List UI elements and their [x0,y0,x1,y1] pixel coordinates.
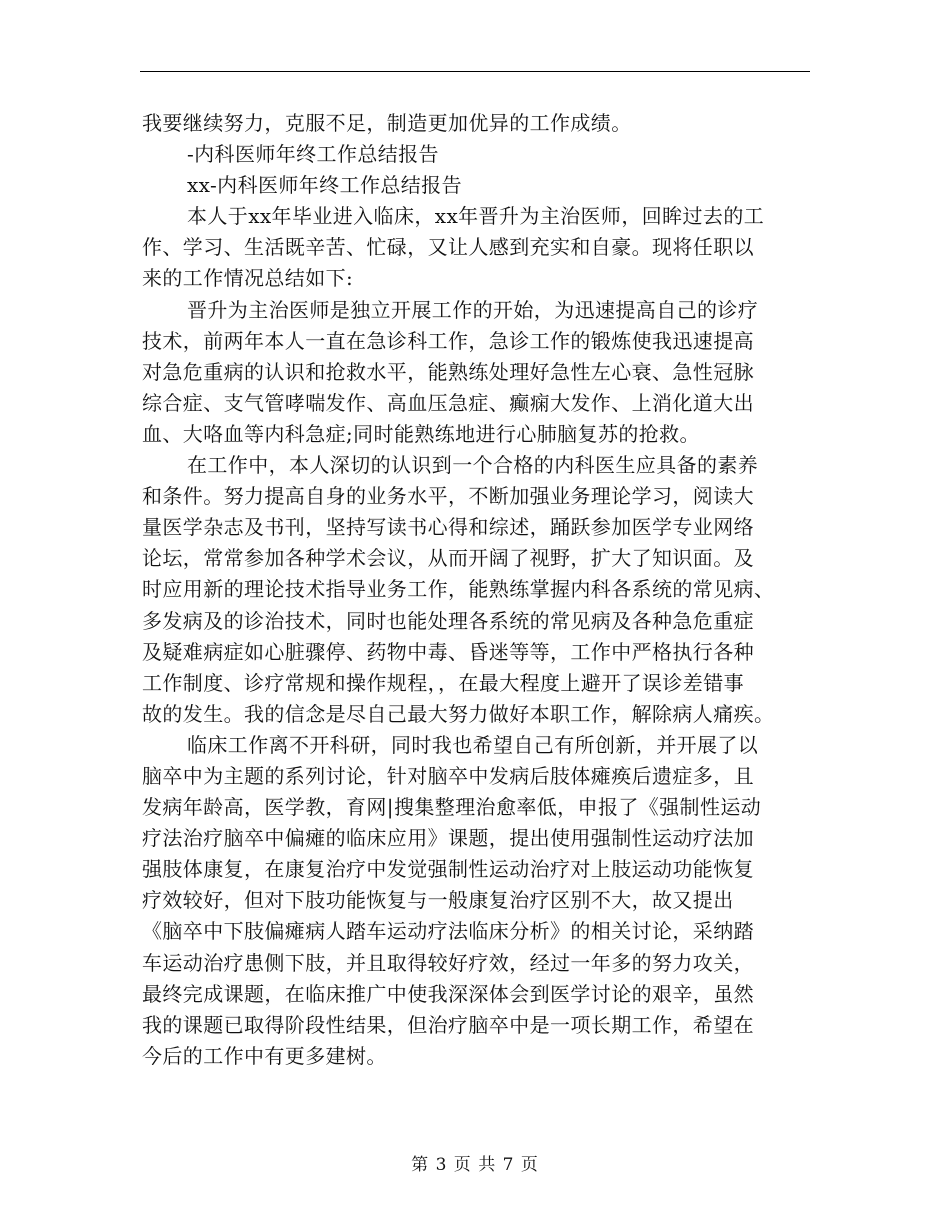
text-line: 本人于xx年毕业进入临床，xx年晋升为主治医师，回眸过去的工 [187,204,765,229]
text-line: 脑卒中为主题的系列讨论，针对脑卒中发病后肢体瘫痪后遗症多，且 [142,763,754,788]
text-line: 强肢体康复，在康复治疗中发觉强制性运动治疗对上肢运动功能恢复 [142,857,754,882]
text-line: 作、学习、生活既辛苦、忙碌，又让人感到充实和自豪。现将任职以 [142,235,754,260]
page-number-label: 第 3 页 共 7 页 [411,1155,539,1175]
document-body [142,108,810,1072]
text-line: 今后的工作中有更多建树。 [142,1043,387,1068]
text-line: 在工作中，本人深切的认识到一个合格的内科医生应具备的素养 [187,453,759,478]
text-line: 对急危重病的认识和抢救水平，能熟练处理好急性左心衰、急性冠脉 [142,359,754,384]
text-line: 综合症、支气管哮喘发作、高血压急症、癫痫大发作、上消化道大出 [142,390,754,415]
text-line: 多发病及的诊治技术，同时也能处理各系统的常见病及各种急危重症 [142,608,754,633]
text-line: 我的课题已取得阶段性结果，但治疗脑卒中是一项长期工作，希望在 [142,1012,754,1037]
text-line: 最终完成课题，在临床推广中使我深深体会到医学讨论的艰辛，虽然 [142,981,754,1006]
text-line: 来的工作情况总结如下: [142,266,354,291]
text-line: 血、大咯血等内科急症;同时能熟练地进行心肺脑复苏的抢救。 [142,421,700,446]
text-line: -内科医师年终工作总结报告 [187,142,439,167]
text-line: 论坛，常常参加各种学术会议，从而开阔了视野，扩大了知识面。及 [142,546,754,571]
text-line: 晋升为主治医师是独立开展工作的开始，为迅速提高自己的诊疗 [187,297,759,322]
header-rule [140,71,810,72]
text-line: 《脑卒中下肢偏瘫病人踏车运动疗法临床分析》的相关讨论，采纳踏 [142,919,754,944]
text-line: 时应用新的理论技术指导业务工作，能熟练掌握内科各系统的常见病、 [142,577,775,602]
text-line: 工作制度、诊疗常规和操作规程，，在最大程度上避开了误诊差错事 [142,670,744,695]
text-line: 车运动治疗患侧下肢，并且取得较好疗效，经过一年多的努力攻关， [142,950,754,975]
text-line: 及疑难病症如心脏骤停、药物中毒、昏迷等等，工作中严格执行各种 [142,639,754,664]
text-line: xx-内科医师年终工作总结报告 [187,173,462,198]
text-line: 发病年龄高，医学教，育网|搜集整理治愈率低，申报了《强制性运动 [142,795,762,820]
text-line: 临床工作离不开科研，同时我也希望自己有所创新，并开展了以 [187,732,759,757]
text-line: 疗法治疗脑卒中偏瘫的临床应用》课题，提出使用强制性运动疗法加 [142,826,754,851]
text-line: 疗效较好，但对下肢功能恢复与一般康复治疗区别不大，故又提出 [142,888,734,913]
text-line: 和条件。努力提高自身的业务水平，不断加强业务理论学习，阅读大 [142,484,754,509]
page-footer [0,1150,950,1175]
text-line: 我要继续努力，克服不足，制造更加优异的工作成绩。 [142,111,632,135]
text-line: 技术，前两年本人一直在急诊科工作，急诊工作的锻炼使我迅速提高 [142,328,754,353]
text-line: 故的发生。我的信念是尽自己最大努力做好本职工作，解除病人痛疾。 [142,701,775,726]
text-line: 量医学杂志及书刊，坚持写读书心得和综述，踊跃参加医学专业网络 [142,515,754,540]
